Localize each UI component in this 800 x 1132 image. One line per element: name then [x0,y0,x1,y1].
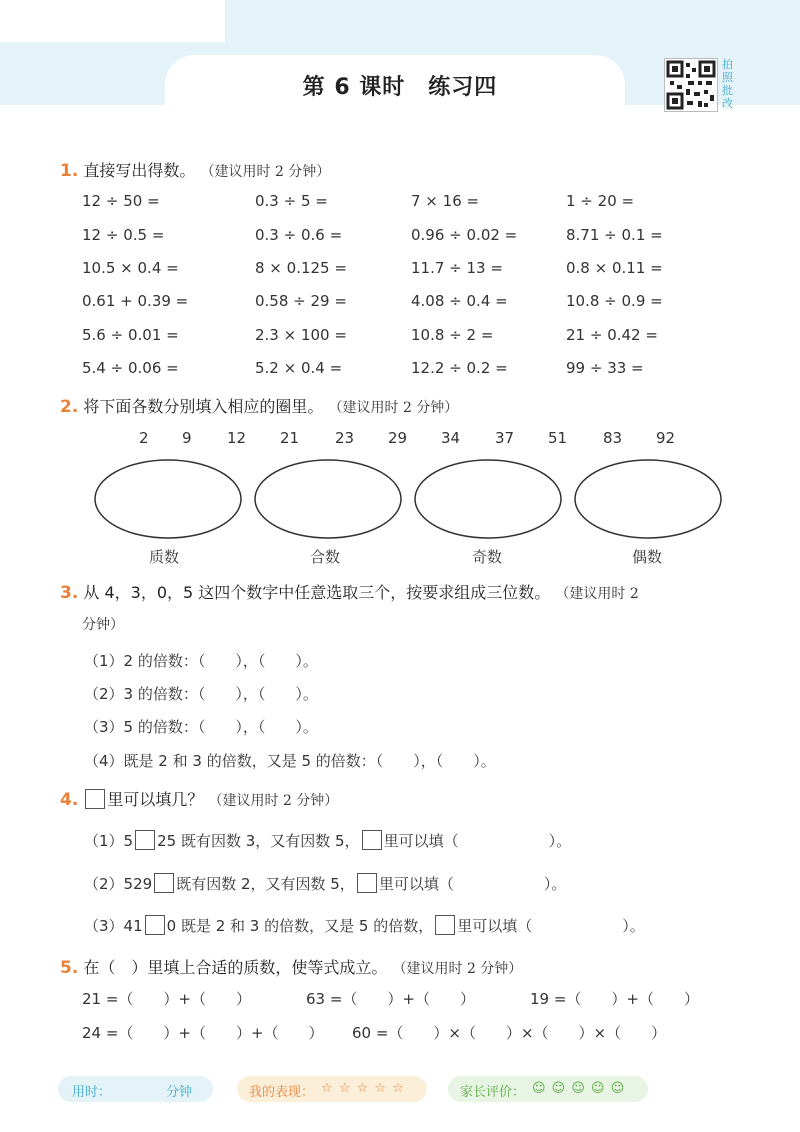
number-item: 51 [548,429,568,447]
calc-item: 10.8 ÷ 2 = [411,326,494,344]
ellipse-label-odd: 奇数 [472,548,503,566]
star-icons[interactable]: ☆ ☆ ☆ ☆ ☆ [321,1081,405,1096]
q5-header [60,955,522,978]
q3-header [60,580,639,603]
footer-parent [448,1076,648,1102]
calc-item: 12 ÷ 50 = [82,192,160,210]
ellipse-label-prime: 质数 [149,548,180,566]
q3-number: 3. [60,583,79,603]
calc-item: 5.2 × 0.4 = [255,359,343,377]
footer-performance [237,1076,427,1102]
q4-item-3-c: 里可以填（ ）。 [457,917,645,935]
q2-text: 将下面各数分别填入相应的圈里。 [83,397,324,416]
footer-time [58,1076,213,1102]
number-item: 2 [139,429,149,447]
composite-ellipse[interactable] [255,460,401,538]
blank-box[interactable] [154,873,174,893]
answer-ellipses [90,458,730,542]
q4-hint: （建议用时 2 分钟） [208,793,339,809]
calc-item: 2.3 × 100 = [255,326,347,344]
q4-header [60,787,338,810]
even-ellipse[interactable] [575,460,721,538]
q4-item-2-c: 里可以填（ ）。 [378,875,567,893]
q3-item: （3）5 的倍数：（ ），（ ）。 [84,718,318,736]
q4-item-2-b: 既有因数 2，又有因数 5， [176,875,355,893]
blank-box[interactable] [145,915,165,935]
q4-item-1-c: 里可以填（ ）。 [383,832,572,850]
calc-item: 5.4 ÷ 0.06 = [82,359,179,377]
q4-item-1-a: （1）5 [84,832,134,850]
time-label: 用时： [72,1085,112,1100]
time-unit: 分钟 [166,1085,193,1100]
calc-item: 4.08 ÷ 0.4 = [411,292,508,310]
q3-hint: （建议用时 2 [555,586,639,602]
calc-item: 0.3 ÷ 0.6 = [255,226,343,244]
smiley-icons[interactable]: ☺ ☺ ☺ ☺ ☺ [532,1081,626,1096]
number-item: 23 [335,429,355,447]
q1-number: 1. [60,161,79,181]
blank-box [435,915,455,935]
q1-header [60,158,330,181]
qr-label: 拍照批改 [722,58,733,110]
q3-item: （2）3 的倍数：（ ），（ ）。 [84,685,318,703]
calc-item: 0.61 + 0.39 = [82,292,189,310]
q4-text: 里可以填几？ [107,790,204,809]
ellipse-label-even: 偶数 [632,548,663,566]
q1-hint: （建议用时 2 分钟） [200,164,331,180]
q5-equation: 60 =（ ）×（ ）×（ ）×（ ） [352,1024,667,1042]
calc-item: 0.8 × 0.11 = [566,259,663,277]
number-item: 83 [603,429,623,447]
q3-item: （1）2 的倍数：（ ），（ ）。 [84,652,318,670]
calc-item: 1 ÷ 20 = [566,192,635,210]
number-item: 92 [656,429,676,447]
q4-item-1-b: 25 既有因数 3，又有因数 5， [157,832,360,850]
number-item: 12 [227,429,247,447]
calc-item: 10.8 ÷ 0.9 = [566,292,663,310]
q3-text: 从 4，3，0，5 这四个数字中任意选取三个，按要求组成三位数。 [83,583,551,602]
number-item: 29 [388,429,408,447]
q5-equation: 21 =（ ）+（ ） [82,990,251,1008]
calc-item: 12 ÷ 0.5 = [82,226,165,244]
q4-item-2 [84,873,566,894]
q4-item-2-a: （2）529 [84,875,153,893]
number-item: 21 [280,429,300,447]
number-item: 37 [495,429,515,447]
q5-equation: 24 =（ ）+（ ）+（ ） [82,1024,324,1042]
calc-item: 0.3 ÷ 5 = [255,192,328,210]
parent-label: 家长评价： [460,1085,526,1100]
number-item: 34 [441,429,461,447]
ellipse-label-composite: 合数 [310,548,341,566]
q5-hint: （建议用时 2 分钟） [392,961,523,977]
q1-text: 直接写出得数。 [83,161,196,180]
q5-equation: 63 =（ ）+（ ） [306,990,475,1008]
performance-label: 我的表现： [249,1085,315,1100]
q4-item-3-b: 0 既是 2 和 3 的倍数，又是 5 的倍数， [166,917,434,935]
calc-item: 21 ÷ 0.42 = [566,326,658,344]
q5-text: 在（ ）里填上合适的质数，使等式成立。 [83,958,388,977]
q2-hint: （建议用时 2 分钟） [328,400,459,416]
calc-item: 99 ÷ 33 = [566,359,644,377]
q3-item: （4）既是 2 和 3 的倍数，又是 5 的倍数：（ ），（ ）。 [84,752,496,770]
calc-item: 8.71 ÷ 0.1 = [566,226,663,244]
calc-item: 0.96 ÷ 0.02 = [411,226,518,244]
q3-hint-cont: 分钟） [82,617,124,633]
q4-number: 4. [60,790,79,810]
blank-box [85,789,105,809]
q2-number: 2. [60,397,79,417]
q2-header [60,394,458,417]
q4-item-3-a: （3）41 [84,917,143,935]
qr-code-icon[interactable] [664,58,718,112]
blank-box[interactable] [135,830,155,850]
calc-item: 7 × 16 = [411,192,480,210]
q4-item-1 [84,830,571,851]
calc-item: 10.5 × 0.4 = [82,259,179,277]
page-title: 第 6 课时 练习四 [302,75,498,100]
blank-box [362,830,382,850]
calc-item: 8 × 0.125 = [255,259,347,277]
odd-ellipse[interactable] [415,460,561,538]
blank-box [357,873,377,893]
number-item: 9 [182,429,192,447]
calc-item: 12.2 ÷ 0.2 = [411,359,508,377]
prime-ellipse[interactable] [95,460,241,538]
calc-item: 0.58 ÷ 29 = [255,292,347,310]
header-tab [0,0,225,42]
calc-item: 5.6 ÷ 0.01 = [82,326,179,344]
q5-equation: 19 =（ ）+（ ） [530,990,699,1008]
q5-number: 5. [60,958,79,978]
q4-item-3 [84,915,645,936]
calc-item: 11.7 ÷ 13 = [411,259,503,277]
